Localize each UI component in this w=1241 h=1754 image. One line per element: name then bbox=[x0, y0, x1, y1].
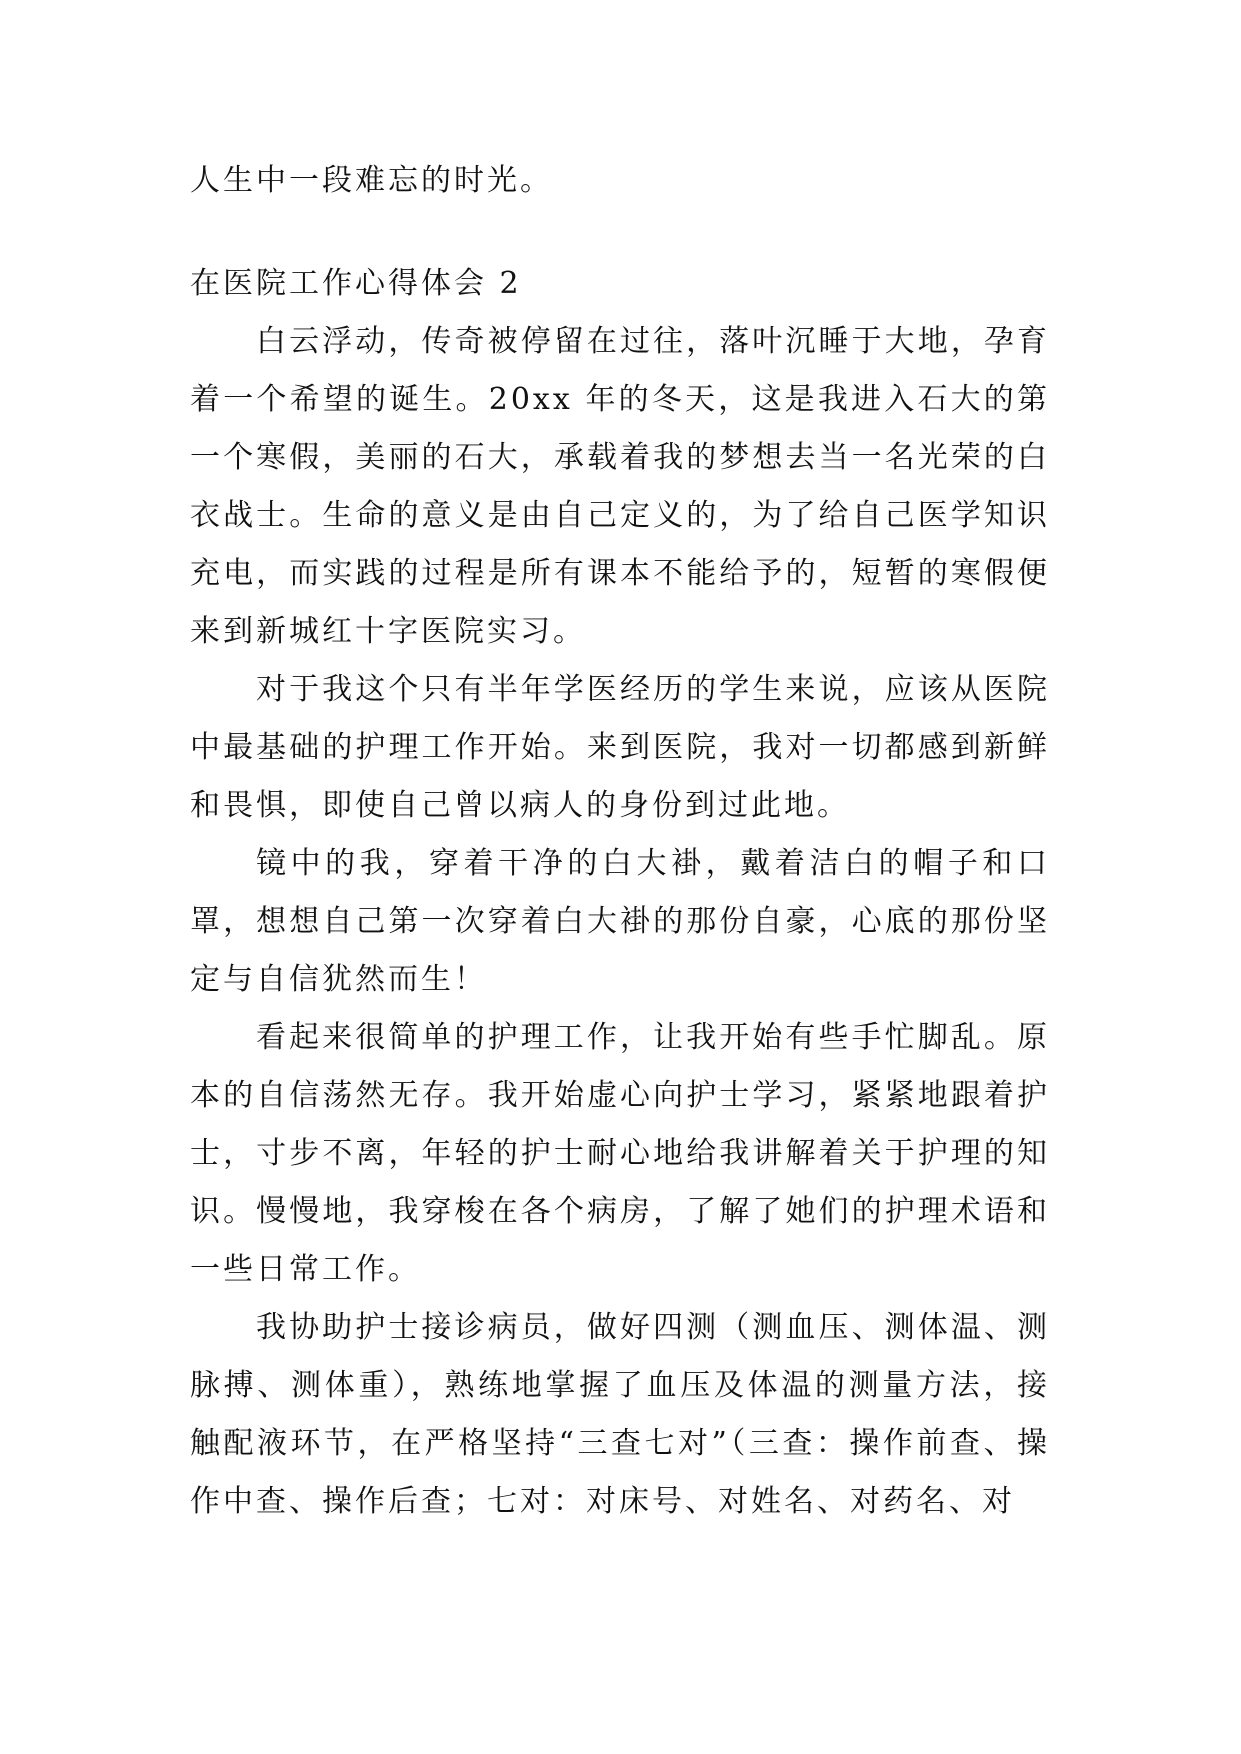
paragraph-5: 我协助护士接诊病员，做好四测（测血压、测体温、测脉搏、测体重），熟练地掌握了血压及体温的测量方法，接触配液环节，在严格坚持“三查七对”（三查：操作前查、操作中查、操作后查；七对：对床号、对姓名、对药名、对 bbox=[190, 1310, 1050, 1519]
section-block bbox=[190, 255, 1050, 1531]
paragraph-3: 镜中的我，穿着干净的白大褂，戴着洁白的帽子和口罩，想想自己第一次穿着白大褂的那份自豪，心底的那份坚定与自信犹然而生！ bbox=[190, 846, 1050, 997]
continuation-block bbox=[190, 152, 1050, 210]
section-heading: 在医院工作心得体会 2 bbox=[190, 266, 522, 301]
continuation-line: 人生中一段难忘的时光。 bbox=[190, 163, 553, 198]
paragraph-2: 对于我这个只有半年学医经历的学生来说，应该从医院中最基础的护理工作开始。来到医院，我对一切都感到新鲜和畏惧，即使自己曾以病人的身份到过此地。 bbox=[190, 672, 1050, 823]
paragraph-1: 白云浮动，传奇被停留在过往，落叶沉睡于大地，孕育着一个希望的诞生。20xx 年的冬天，这是我进入石大的第一个寒假，美丽的石大，承载着我的梦想去当一名光荣的白衣战士。生命的意义是由自己定义的，为了给自己医学知识充电，而实践的过程是所有课本不能给予的，短暂的寒假便来到新城红十字医院实习。 bbox=[190, 324, 1050, 649]
paragraph-4: 看起来很简单的护理工作，让我开始有些手忙脚乱。原本的自信荡然无存。我开始虚心向护士学习，紧紧地跟着护士，寸步不离，年轻的护士耐心地给我讲解着关于护理的知识。慢慢地，我穿梭在各个病房，了解了她们的护理术语和一些日常工作。 bbox=[190, 1020, 1050, 1287]
